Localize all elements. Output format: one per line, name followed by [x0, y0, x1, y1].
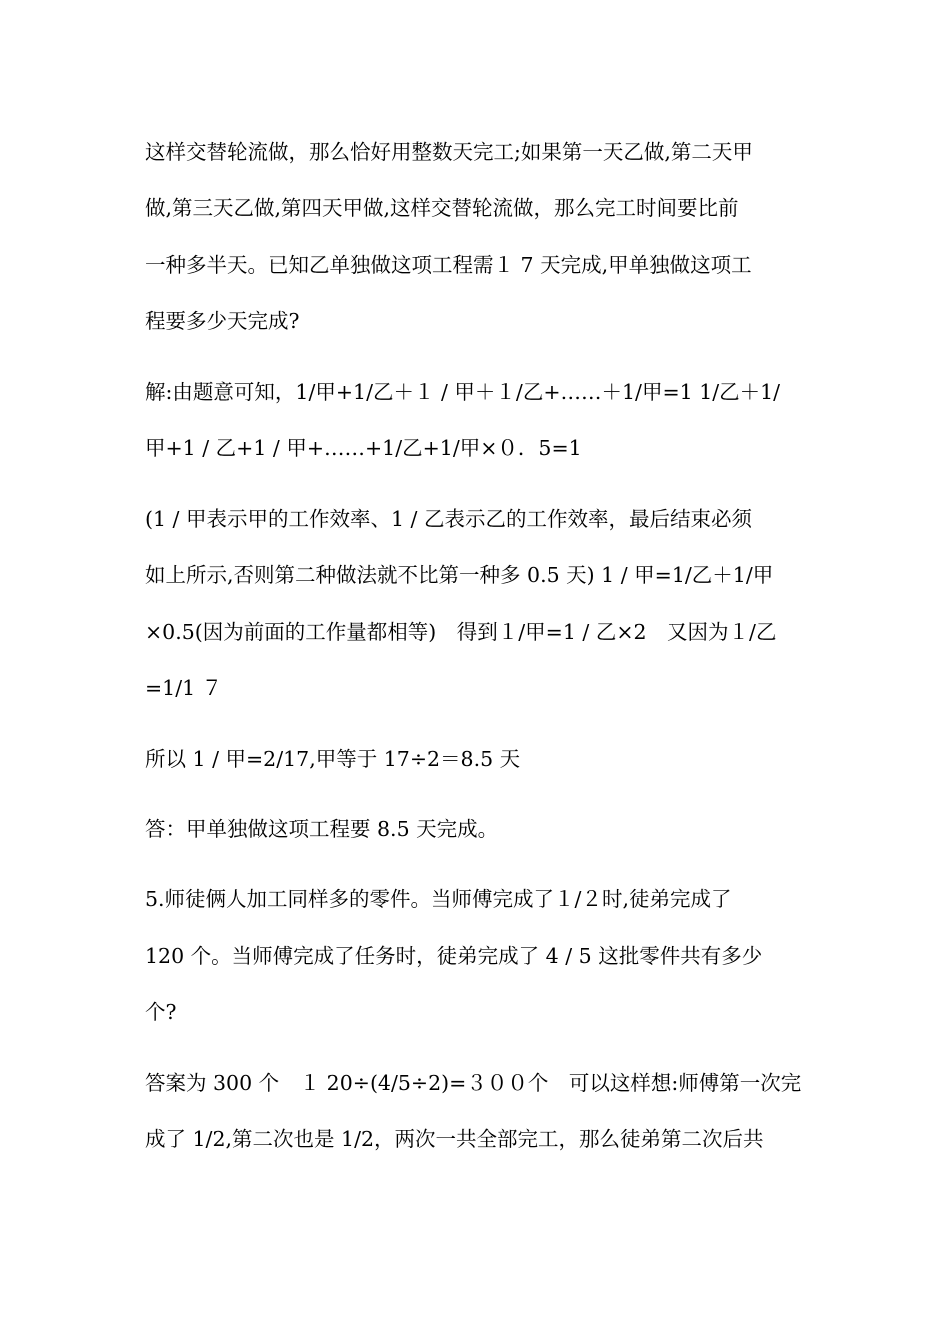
text-line-13: 5.师徒俩人加工同样多的零件。当师傅完成了１/２时,徒弟完成了	[145, 887, 732, 911]
text-line-7: (1 / 甲表示甲的工作效率、1 / 乙表示乙的工作效率，最后结束必须	[145, 507, 752, 531]
text-line-3: 一种多半天。已知乙单独做这项工程需１ 7 天完成,甲单独做这项工	[145, 253, 752, 277]
text-line-11: 所以 1 / 甲=2/17,甲等于 17÷2＝8.5 天	[145, 747, 521, 771]
text-line-2: 做,第三天乙做,第四天甲做,这样交替轮流做，那么完工时间要比前	[145, 196, 739, 220]
text-line-5: 解:由题意可知，1/甲+1/乙＋１ / 甲＋１/乙+……＋1/甲=1 1/乙＋1/	[145, 380, 781, 404]
text-line-10: =1/1 ７	[145, 676, 223, 700]
text-line-8: 如上所示,否则第二种做法就不比第一种多 0.5 天) 1 / 甲=1/乙＋1/甲	[145, 563, 774, 587]
text-line-14: 120 个。当师傅完成了任务时，徒弟完成了 4 / 5 这批零件共有多少	[145, 944, 763, 968]
text-line-6: 甲+1 / 乙+1 / 甲+……+1/乙+1/甲×０．5=1	[145, 436, 582, 460]
text-line-1: 这样交替轮流做，那么恰好用整数天完工;如果第一天乙做,第二天甲	[145, 140, 753, 164]
text-line-15: 个?	[145, 1000, 177, 1024]
text-line-17: 成了 1/2,第二次也是 1/2，两次一共全部完工，那么徒弟第二次后共	[145, 1127, 764, 1151]
text-line-16: 答案为 300 个 １ 20÷(4/5÷2)=３００个 可以这样想:师傅第一次完	[145, 1071, 802, 1095]
text-line-9: ×0.5(因为前面的工作量都相等) 得到１/甲=1 / 乙×2 又因为１/乙	[145, 620, 777, 644]
text-line-12: 答：甲单独做这项工程要 8.5 天完成。	[145, 817, 499, 841]
text-line-4: 程要多少天完成?	[145, 309, 300, 333]
